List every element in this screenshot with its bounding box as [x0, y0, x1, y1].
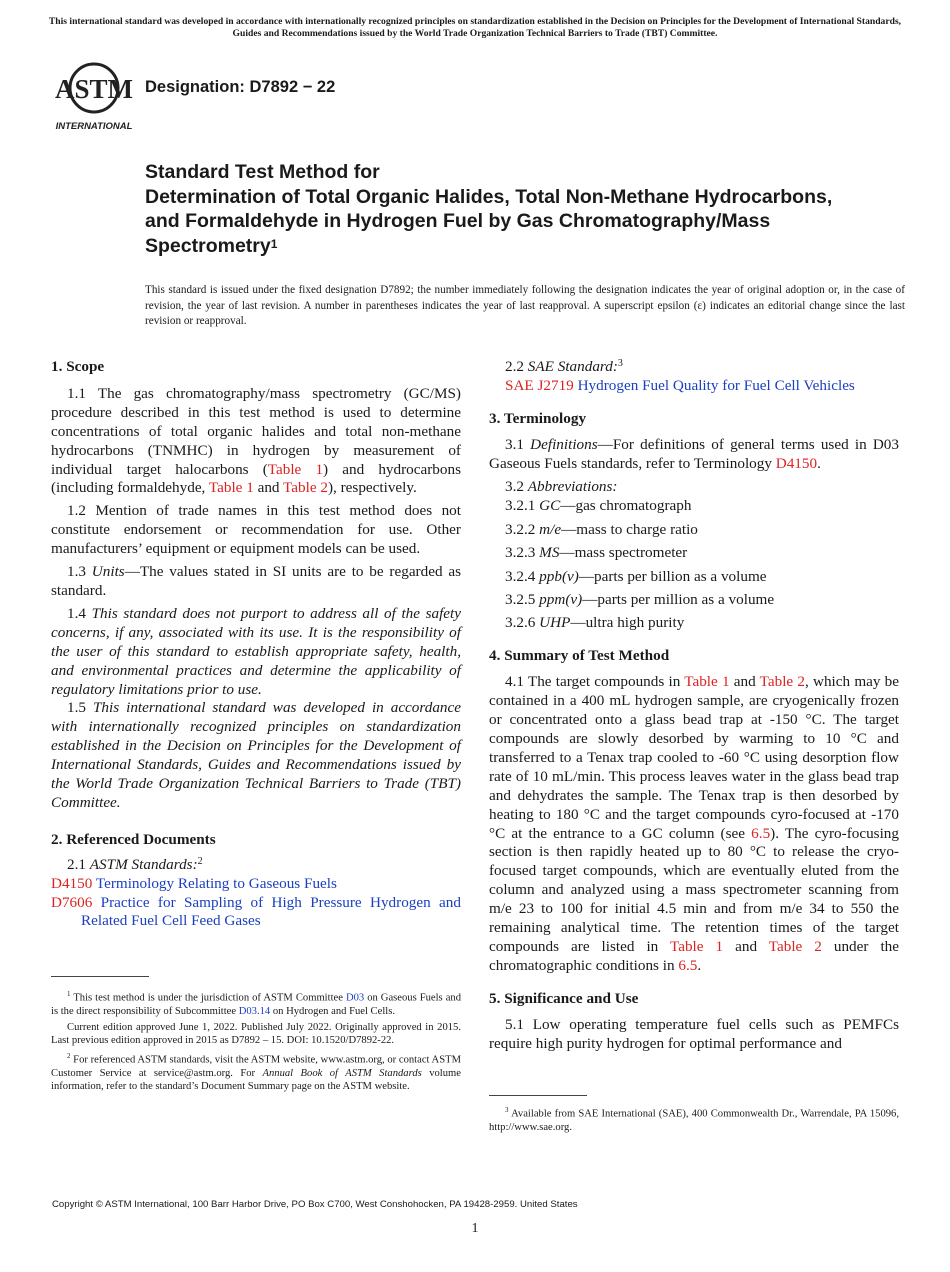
abbr-def: —mass to charge ratio [561, 520, 698, 538]
para-1-4-em: This standard does not purport to address all of the safety concerns, if any, associated with its use. It is the responsibility of the user of this standard to establish appropriate safety, health, and environmental practices and determine the applicability of regulatory limitations prior to use. [51, 604, 462, 698]
astm-logo-icon [53, 58, 135, 132]
para-3-2-em: Abbreviations: [527, 477, 618, 495]
ref-d4150-title[interactable]: Terminology Relating to Gaseous Fuels [92, 874, 337, 892]
para-1-1-text-c: ), respectively. [327, 479, 417, 497]
link-table-1b[interactable]: Table 1 [670, 937, 724, 955]
footnote-rule-right [489, 1095, 587, 1096]
para-2-2 [489, 358, 899, 377]
para-2-1-em: ASTM Standards: [89, 855, 198, 873]
para-5-1: 5.1 Low operating temperature fuel cells such as PEMFCs require high purity hydrogen for optimal performance and [489, 1015, 899, 1052]
abbr-term: MS [539, 544, 560, 562]
para-1-3-rest: —The values stated in SI units are to be regarded as standard. [51, 563, 461, 599]
footnote-2-a: For referenced ASTM standards, visit the ASTM website, www.astm.org, or contact ASTM Customer Service at service@astm.org. For [51, 1054, 461, 1079]
para-1-3 [51, 563, 461, 601]
footnote-1-edition: Current edition approved June 1, 2022. Published July 2022. Originally approved in 2015. Last previous edition approved in 2015 as D7892 – 15. DOI: 10.1520/D7892-22. [51, 1021, 461, 1046]
copyright: Copyright © ASTM International, 100 Barr Harbor Drive, PO Box C700, West Conshohocken, PA 19428-2959. United States [52, 1199, 578, 1210]
ref-sae-code[interactable]: SAE J2719 [505, 376, 574, 394]
footnote-3-text: Available from SAE International (SAE), 400 Commonwealth Dr., Warrendale, PA 15096, http://www.sae.org. [489, 1108, 899, 1133]
footnote-2-mark: 2 [67, 1051, 71, 1060]
para-1-2: 1.2 Mention of trade names in this test method does not constitute endorsement or recommendation for use. Other manufacturers’ equipment or equipment models can be used. [51, 502, 461, 558]
abbr-item [489, 568, 899, 587]
abbr-num: 3.2.5 [505, 591, 540, 609]
para-3-2 [489, 478, 899, 497]
abbr-term: GC [539, 497, 561, 515]
para-1-1 [51, 385, 461, 498]
footnote-3-mark: 3 [505, 1106, 509, 1114]
para-3-1-period: . [817, 454, 821, 472]
link-section-6-5[interactable]: 6.5 [751, 824, 771, 842]
designation: Designation: D7892 − 22 [145, 78, 336, 96]
para-1-5-em: This international standard was developed in accordance with internationally recognized principles on standardization established in the Decision on Principles for the Development of International Standards, Guides and Recommendations issued by the World Trade Organization Technical Barriers to Trade (TBT) Committee. [51, 699, 462, 811]
abbr-def: —gas chromatograph [560, 497, 692, 515]
para-1-4 [51, 605, 461, 700]
section-1-heading: 1. Scope [51, 358, 105, 375]
footnote-1-c: on Hydrogen and Fuel Cells. [270, 1005, 395, 1017]
abbr-num: 3.2.6 [505, 614, 540, 632]
link-table-1[interactable]: Table 1 [267, 460, 324, 478]
ref-d4150 [51, 875, 461, 894]
link-table-2[interactable]: Table 2 [759, 673, 805, 691]
abbr-item [489, 544, 899, 563]
link-d03[interactable]: D03 [345, 992, 365, 1004]
abbr-def: —parts per billion as a volume [578, 567, 767, 585]
abbr-num: 3.2.2 [505, 520, 540, 538]
astm-logo [53, 58, 135, 132]
abbr-term: ppm(v) [539, 591, 583, 609]
para-1-1-text: 1.1 The gas chromatography/mass spectrometry (GC/MS) procedure described in this test method is used to determine concentrations of total organic halides and total non-methane hydrocarbons (TNMHC) in hydrogen by measurement of individual target halocarbons ( [51, 384, 461, 478]
abbr-num: 3.2.1 [505, 497, 540, 515]
para-3-1 [489, 436, 899, 474]
para-3-1-rest: —For definitions of general terms used in D03 Gaseous Fuels standards, refer to Terminology [489, 435, 899, 472]
abbr-term: ppb(v) [539, 567, 579, 585]
para-4-1-c: ). The cyro-focusing section is then rapidly heated up to 80 °C to release the cryo-focused target compounds, which are eventually eluted from the column and analyzed using a mass spectrometer scanning from m/e 23 to 100 for initial 4.5 min and from m/e 34 to 550 the remaining analytical time. The retention times of the target compounds are listed in [489, 824, 899, 955]
para-1-1-text-b: ) and hydrocarbons (including formaldehyde, [51, 460, 461, 497]
ref-d7606-code[interactable]: D7606 [51, 893, 93, 911]
abbr-def: —ultra high purity [570, 614, 685, 632]
ref-d7606 [51, 894, 461, 932]
para-2-2-sup: 3 [617, 358, 623, 369]
para-2-2-em: SAE Standard: [527, 358, 618, 375]
section-4-heading: 4. Summary of Test Method [489, 647, 670, 665]
left-column [51, 358, 461, 931]
link-section-6-5b[interactable]: 6.5 [678, 956, 698, 974]
para-3-1-num: 3.1 [505, 435, 531, 453]
footnotes-left [51, 988, 461, 1093]
para-1-1-and: and [253, 479, 284, 497]
para-2-1-sup: 2 [197, 855, 203, 867]
link-table-1b[interactable]: Table 1 [208, 479, 254, 497]
footnote-1-mark: 1 [67, 990, 71, 998]
header-notice: This international standard was developed in accordance with internationally recognized principles on standardization established in the Decision on Principles for the Development of International Standards, Guides and Recommendations issued by the World Trade Organization Technical Barriers to Trade (TBT) Committee. [48, 16, 902, 39]
para-2-1-num: 2.1 [67, 855, 90, 873]
logo-subtext: INTERNATIONAL [55, 121, 133, 132]
para-3-2-num: 3.2 [505, 477, 528, 495]
issued-note: This standard is issued under the fixed designation D7892; the number immediately following the designation indicates the year of original adoption or, in the case of revision, the year of last revision. A number in parentheses indicates the year of last reapproval. A superscript epsilon (ε) indicates an editorial change since the last revision or reapproval. [145, 284, 905, 328]
section-3-heading: 3. Terminology [489, 409, 587, 427]
para-1-3-num: 1.3 [67, 563, 92, 581]
para-4-1-and-b: and [723, 937, 769, 955]
para-1-5-num: 1.5 [67, 699, 93, 717]
footnote-1-a: This test method is under the jurisdiction of ASTM Committee [70, 992, 346, 1004]
abbr-term: m/e [539, 520, 562, 538]
title-main: Determination of Total Organic Halides, Total Non-Methane Hydrocarbons, and Formaldehyde in Hydrogen Fuel by Gas Chromatography/Mass Spectrometry [145, 185, 833, 257]
link-d4150[interactable]: D4150 [775, 454, 818, 472]
abbr-item [489, 614, 899, 633]
footnote-2-em: Annual Book of ASTM Standards [262, 1067, 422, 1079]
para-1-4-num: 1.4 [67, 604, 92, 622]
logo-text: ASTM [54, 74, 134, 104]
footnote-3 [489, 1104, 899, 1134]
section-2-heading: 2. Referenced Documents [51, 830, 216, 848]
footnote-rule-left [51, 976, 149, 977]
para-4-1-b: , which may be contained in a 400 mL hydrogen sample, are cryogenically frozen or concentrated onto a glass bead trap at -150 °C. The target compounds are slowly desorbed by warming to 10 °C and transferred to a Tenax trap cooled to -60 °C using desorption flow rate of 10 mL/min. This process leaves water in the glass bead trap and dehydrates the sample. The Tenax trap is then desorbed by heating to 180 °C and the target compounds cyro-focused at -170 °C at the entrance to a GC column (see [489, 673, 900, 842]
footnotes-right [489, 1104, 899, 1134]
para-4-1-and: and [729, 673, 760, 691]
abbr-term: UHP [539, 614, 571, 632]
footnote-2 [51, 1050, 461, 1093]
para-3-1-em: Definitions [530, 435, 598, 453]
para-4-1 [489, 673, 899, 976]
section-5-heading: 5. Significance and Use [489, 989, 639, 1007]
para-2-2-num: 2.2 [505, 358, 528, 375]
abbr-item [489, 497, 899, 516]
para-1-5 [51, 699, 461, 812]
ref-sae-title[interactable]: Hydrogen Fuel Quality for Fuel Cell Vehicles [573, 376, 855, 394]
title-footnote-mark: 1 [270, 236, 278, 251]
abbr-def: —parts per million as a volume [582, 591, 775, 609]
para-2-1 [51, 856, 461, 875]
document-title [145, 160, 865, 258]
footnote-1 [51, 988, 461, 1018]
ref-sae-j2719 [489, 377, 899, 396]
link-table-1[interactable]: Table 1 [684, 673, 730, 691]
ref-d4150-code[interactable]: D4150 [51, 874, 93, 892]
link-table-2[interactable]: Table 2 [283, 479, 328, 497]
abbr-num: 3.2.3 [505, 544, 540, 562]
para-1-3-em: Units [91, 563, 125, 581]
link-d03-14[interactable]: D03.14 [238, 1005, 271, 1017]
abbr-num: 3.2.4 [505, 567, 540, 585]
abbr-item [489, 591, 899, 610]
ref-d7606-title[interactable]: Practice for Sampling of High Pressure Hydrogen and Related Fuel Cell Feed Gases [81, 893, 461, 930]
para-4-1-a: 4.1 The target compounds in [505, 673, 685, 691]
footnote-2-b: volume information, refer to the standard’s Document Summary page on the ASTM website. [51, 1067, 461, 1092]
footnote-1-b: on Gaseous Fuels and is the direct responsibility of Subcommittee [51, 992, 461, 1017]
link-table-2b[interactable]: Table 2 [768, 937, 822, 955]
para-4-1-period: . [697, 956, 702, 974]
page-number: 1 [471, 1221, 479, 1236]
right-column [489, 358, 899, 1054]
title-line1: Standard Test Method for [145, 161, 380, 183]
abbr-item [489, 521, 899, 540]
para-4-1-d: under the chromatographic conditions in [489, 937, 900, 974]
abbr-def: —mass spectrometer [559, 544, 688, 562]
